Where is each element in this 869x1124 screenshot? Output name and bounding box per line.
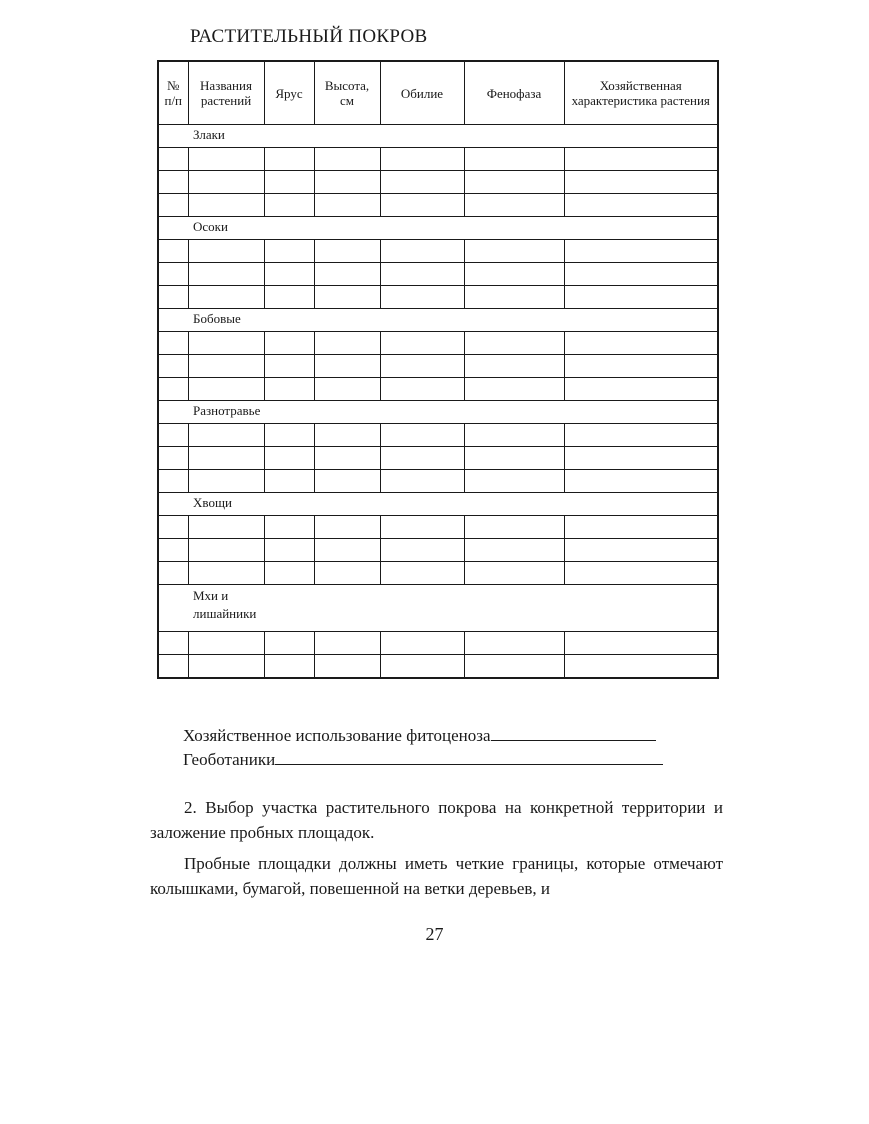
header-economic-characteristic: Хозяйственная характеристика растения <box>564 61 718 125</box>
group-label-horsetails: Хвощи <box>158 493 718 516</box>
table-row <box>158 240 718 263</box>
usage-field <box>183 724 663 748</box>
table-row <box>158 332 718 355</box>
page-number: 27 <box>425 924 444 944</box>
table-row <box>158 447 718 470</box>
header-plant-names: Названия растений <box>188 61 264 125</box>
header-tier: Ярус <box>264 61 314 125</box>
group-row <box>158 401 718 424</box>
group-label-mosses-lichens <box>158 585 718 632</box>
table-header-row <box>158 61 718 125</box>
table-row <box>158 355 718 378</box>
group-label-cereals: Злаки <box>158 125 718 148</box>
table-row <box>158 148 718 171</box>
table-row <box>158 632 718 655</box>
paragraph: 2. Выбор участка растительного покрова на конкретной территории и заложение пробных площадок. <box>150 798 723 842</box>
geobotanists-fill-line[interactable] <box>275 748 663 765</box>
table-row <box>158 516 718 539</box>
table-row <box>158 171 718 194</box>
header-height: Высота, см <box>314 61 380 125</box>
group-label-sedges: Осоки <box>158 217 718 240</box>
paragraph: Пробные площадки должны иметь четкие границы, которые отмечают колышками, бумагой, повешенной на ветки деревьев, и <box>150 854 723 898</box>
geobotanists-field <box>183 748 663 772</box>
table-row <box>158 263 718 286</box>
group-row <box>158 585 718 632</box>
usage-fill-line[interactable] <box>491 724 656 741</box>
footer-fields <box>183 724 663 772</box>
group-label-legumes: Бобовые <box>158 309 718 332</box>
table-row <box>158 194 718 217</box>
table-row <box>158 562 718 585</box>
table-row <box>158 539 718 562</box>
header-phenophase: Фенофаза <box>464 61 564 125</box>
page-title: РАСТИТЕЛЬНЫЙ ПОКРОВ <box>190 26 428 47</box>
vegetation-table <box>157 60 719 679</box>
table-row <box>158 655 718 679</box>
table-row <box>158 378 718 401</box>
group-row <box>158 309 718 332</box>
group-label-forbs: Разнотравье <box>158 401 718 424</box>
group-row <box>158 125 718 148</box>
table-row <box>158 424 718 447</box>
body-text <box>150 795 723 907</box>
group-row <box>158 217 718 240</box>
table-row <box>158 286 718 309</box>
header-abundance: Обилие <box>380 61 464 125</box>
group-row <box>158 493 718 516</box>
usage-label: Хозяйственное использование фитоценоза <box>183 726 491 745</box>
header-number: № п/п <box>158 61 188 125</box>
mosses-lichens-label: Мхи и лишайники <box>193 588 257 621</box>
geobotanists-label: Геоботаники <box>183 750 276 769</box>
table-row <box>158 470 718 493</box>
